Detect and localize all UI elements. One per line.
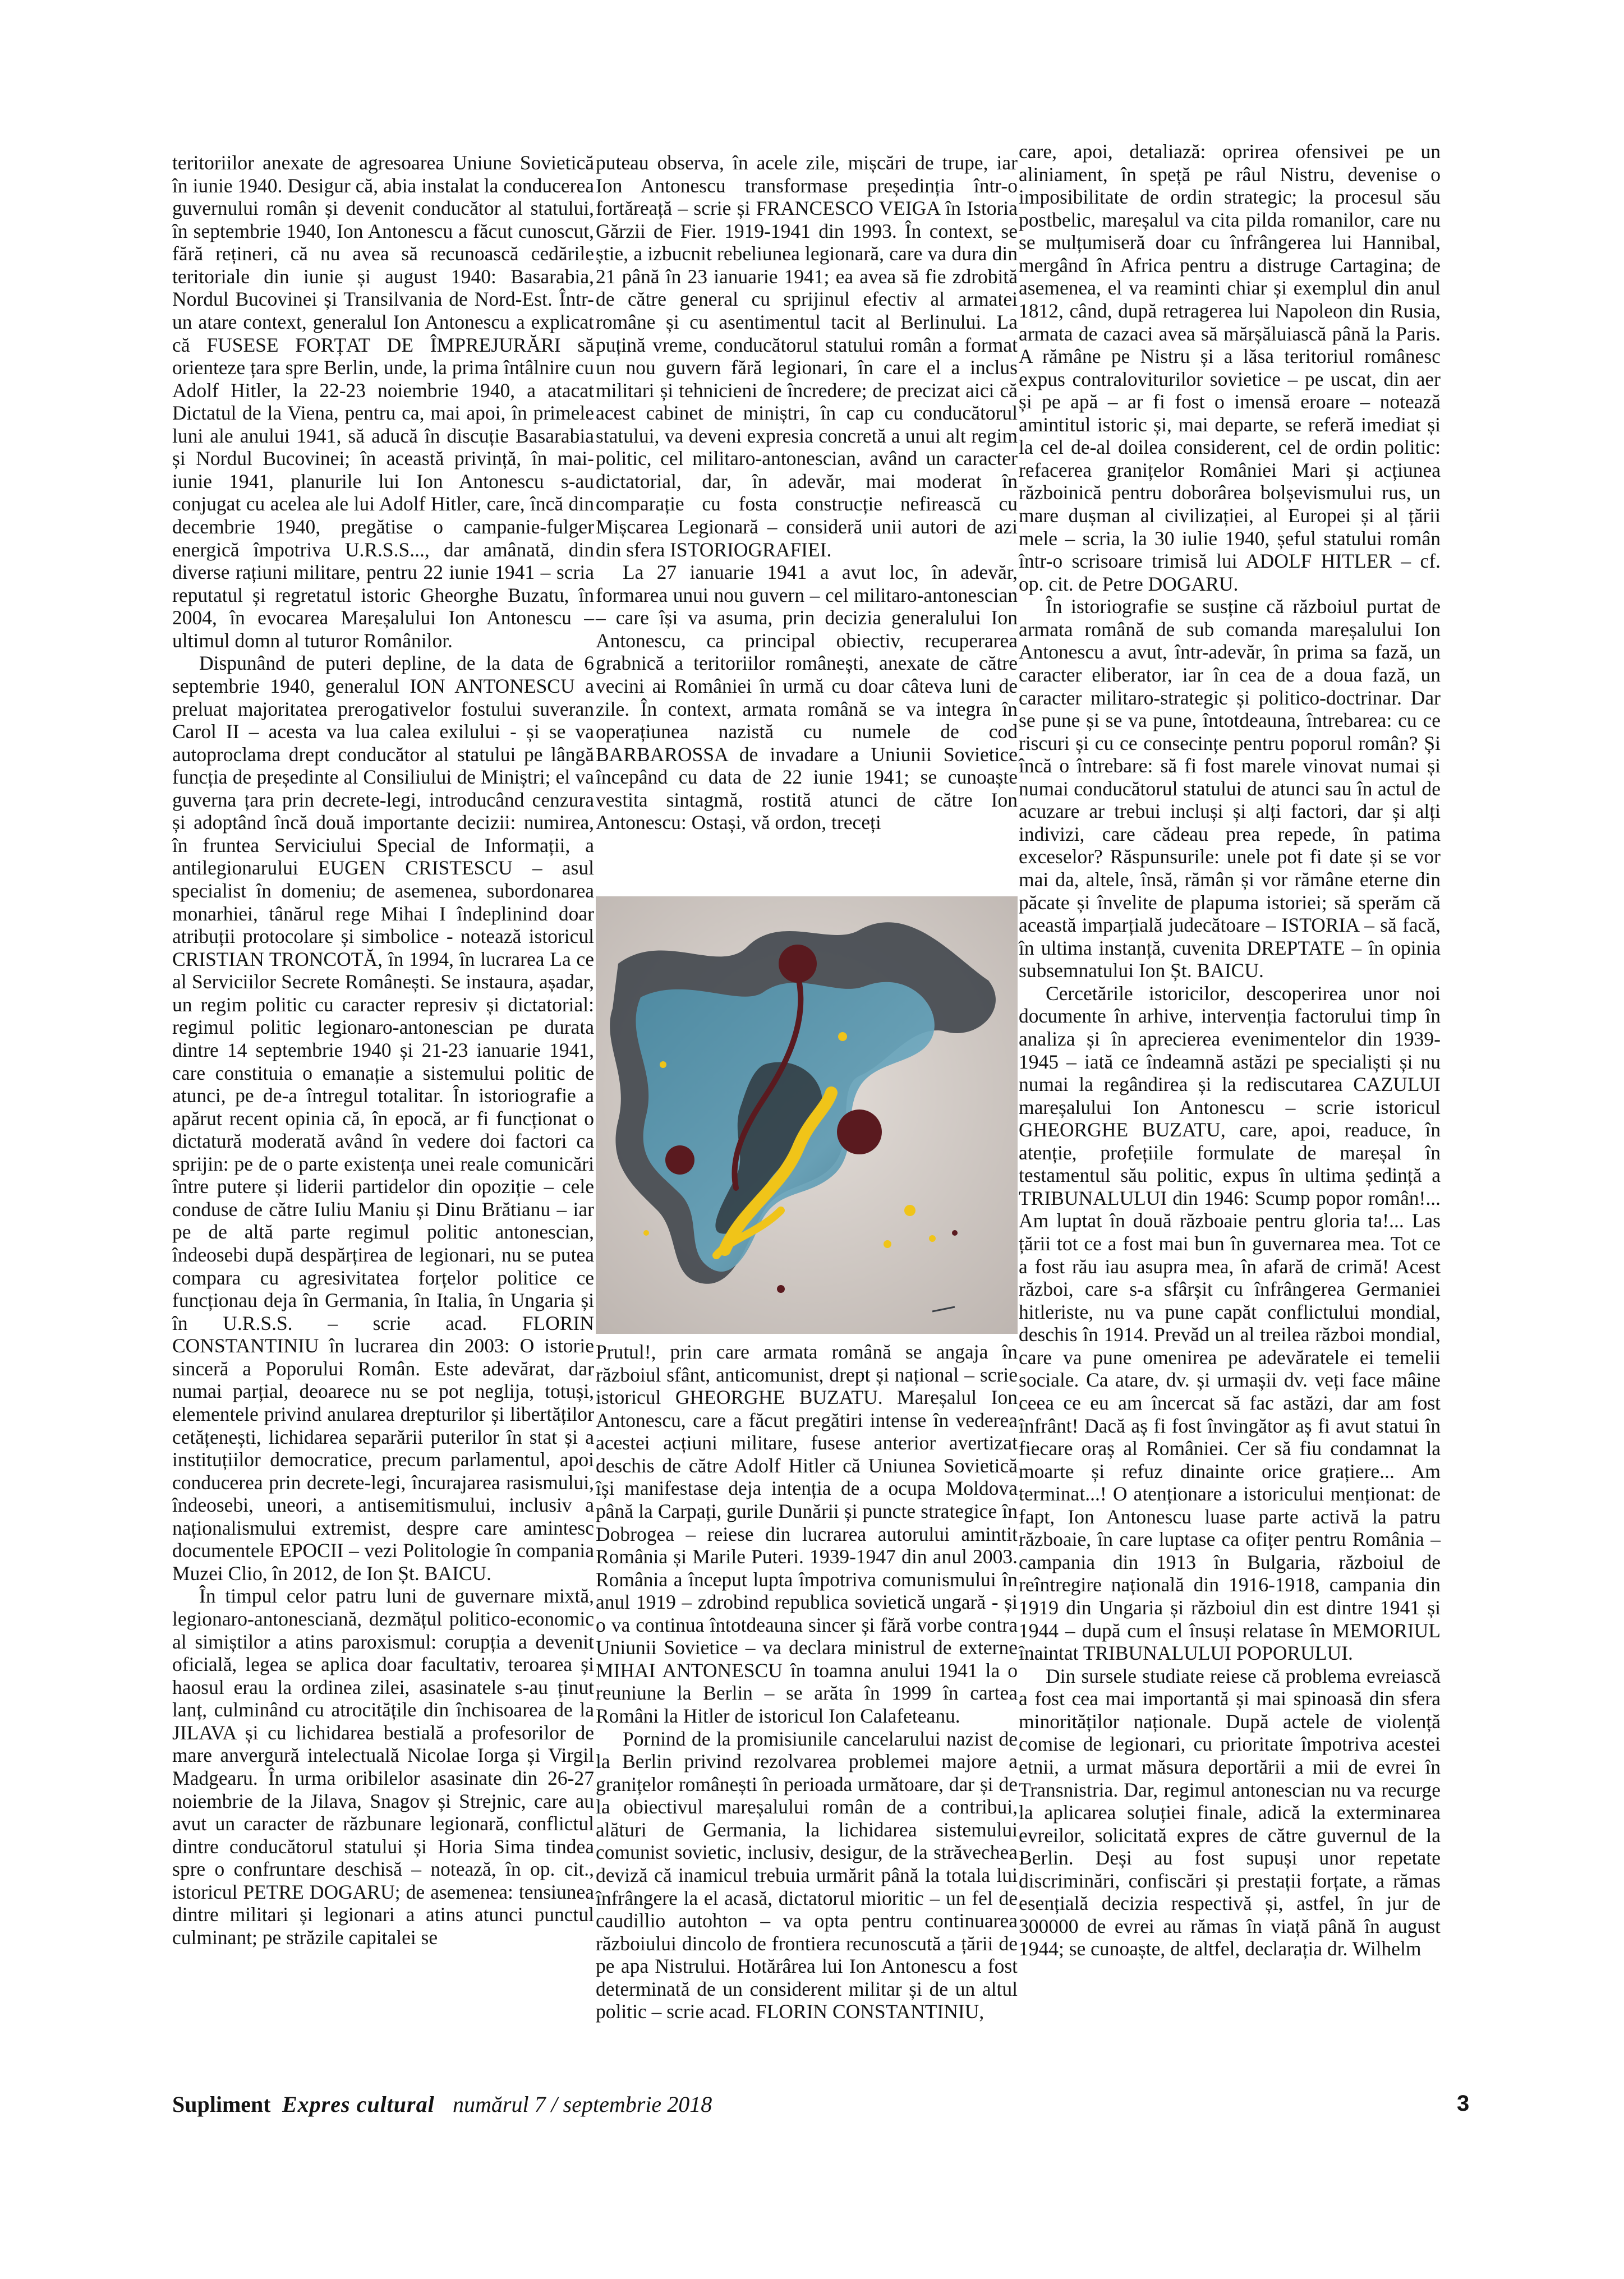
paragraph: Cercetările istoricilor, descoperirea unor noi documente în arhive, intervenția factorului timp în analiza și în aprecierea evenimentelor din 1939-1945 – iată ce îndeamnă astăzi pe specialiști și nu numai la regândirea și la rediscutarea CAZULUI mareșalului Ion Antonescu – scrie istoricul GHEORGHE BUZATU, care, apoi, readuce, în atenție, profețiile formulate de mareșal în testamentul său politic, expus în ultima ședință a TRIBUNALULUI din 1946: Scump popor român!... Am luptat în două războaie pentru gloria ta!... Las țării tot ce a fost mai bun în guvernarea mea. Tot ce a fost rău iau asupra mea, în afară de crimă! Acest război, care s-a sfârșit cu înfrângerea Germaniei hitleriste, nu va pune capăt conflictului mondial, deschis în 1914. Prevăd un al treilea război mondial, care va pune omenirea pe adevăratele ei temelii sociale. Ca atare, dv. și urmașii dv. veți face mâine ceea ce eu am încercat să fac astăzi, dar am fost înfrânt! Dacă aș fi fost învingător aș fi avut statui în fiecare oraș al României. Cer să fiu condamnat la moarte și refuz dinainte orice grațiere... Am terminat...! O atenționare a istoricului menționat: de fapt, Ion Antonescu luase parte activă la patru războaie, în care luptase ca ofițer pentru România – campania din 1913 în Bulgaria, războiul de reîntregire națională din 1916-1918, campania din 1919 din Ungaria și războiul din est dintre 1941 și 1944 – după cum el însuși relatase în MEMORIUL înaintat TRIBUNALULUI POPORULUI. [1019,982,1441,1665]
paragraph: care, apoi, detaliază: oprirea ofensivei pe un aliniament, în speță pe râul Nistru, devenise o imposibilitate de ordin strategic; la procesul său postbelic, mareșalul va cita pilda romanilor, care nu se mulțumiseră doar cu înfrângerea lui Hannibal, mergând în Africa pentru a distruge Cartagina; de asemenea, el va reaminti chiar și exemplul din anul 1812, când, după retragerea lui Napoleon din Rusia, armata de cazaci avea să mărșăluiască până la Paris. A rămâne pe Nistru și a lăsa teritoriul românesc expus contraloviturilor sovietice – pe uscat, din aer și pe apă – ar fi fost o imensă eroare – notează amintitul istoric și, mai departe, se referă imediat și la cel de-al doilea considerent, cel de ordin politic: refacerea granițelor României Mari și acțiunea războinică pentru doborârea bolșevismului rus, un mare dușman al civilizației, al Europei și al țării mele – scria, la 30 iulie 1940, șeful statului român într-o scrisoare trimisă lui ADOLF HITLER – cf. op. cit. de Petre DOGARU. [1019,140,1441,595]
column-2-top [596,151,1018,834]
paragraph: Prutul!, prin care armata română se angaja în războiul sfânt, anticomunist, drept și național – scrie istoricul GHEORGHE BUZATU. Mareșalul Ion Antonescu, care a făcut pregătiri intense în vederea acestei acțiuni militare, fusese anterior avertizat deschis de către Adolf Hitler că Uniunea Sovietică își manifestase deja intenția de a ocupa Moldova până la Carpați, gurile Dunării și puncte strategice în Dobrogea – reiese din lucrarea autorului amintit România și Marile Puteri. 1939-1947 din anul 2003. România a început lupta împotriva comunismului în anul 1919 – zdrobind republica sovietică ungară - și o va continua întotdeauna sincer și fără vorbe contra Uniunii Sovietice – va declara ministrul de externe MIHAI ANTONESCU în toamna anului 1941 la o reuniune la Berlin – se arăta în 1999 în cartea Români la Hitler de istoricul Ion Calafeteanu. [596,1341,1018,1727]
paragraph: puteau observa, în acele zile, mișcări de trupe, iar Ion Antonescu transformase președinția într-o fortăreață – scrie și FRANCESCO VEIGA în Istoria Gărzii de Fier. 1919-1941 din 1993. În context, se știe, a izbucnit rebeliunea legionară, care va dura din 21 până în 23 ianuarie 1941; ea avea să fie zdrobită de către general cu sprijinul efectiv al armatei române și cu asentimentul tacit al Berlinului. La puțină vreme, conducătorul statului român a format un nou guvern fără legionari, în care el a inclus militari și tehnicieni de încredere; de precizat aici că acest cabinet de miniștri, în cap cu conducătorul statului, va deveni expresia concretă a unui alt regim politic, cel militaro-antonescian, având un caracter dictatorial, dar, în adevăr, mai moderat în comparație cu fosta construcție nefirească cu Mișcarea Legionară – consideră unii autori de azi din sfera ISTORIOGRAFIEI. [596,151,1018,561]
supplement-label: Supliment [172,2092,271,2117]
paragraph: Din sursele studiate reiese că problema evreiască a fost cea mai importantă și mai spinoasă din sfera minorităților naționale. După actele de violență comise de legionari, cu prioritate împotriva acestei etnii, a urmat măsura deportării a mii de evrei în Transnistria. Dar, regimul antonescian nu va recurge la aplicarea soluției finale, adică la exterminarea evreilor, solicitată expres de către guvernul de la Berlin. Deși au fost supuși unor repetate discriminări, confiscări și prestații forțate, a rămas esențială decizia respectivă și, astfel, în jur de 300000 de evrei au rămas în viață până în august 1944; se cunoaște, de altfel, declarația dr. Wilhelm [1019,1664,1441,1960]
page-footer [172,2091,1470,2125]
paragraph: Pornind de la promisiunile cancelarului nazist de la Berlin privind rezolvarea problemei majore a granițelor românești în perioada următoare, dar și de la obiectivul mareșalului român de a contribui, alături de Germania, la lichidarea sistemului comunist sovietic, inclusiv, desigur, de la străvechea deviză că inamicul trebuia urmărit până la totala lui înfrângere la el acasă, dictatorul mioritic – un fel de caudillio autohton – va opta pentru continuarea războiului dincolo de frontiera recunoscută a țării de pe apa Nistrului. Hotărârea lui Ion Antonescu a fost determinată de un considerent militar și de un altul politic – scrie acad. FLORIN CONSTANTINIU, [596,1727,1018,2023]
column-2-bottom [596,1341,1018,2023]
paragraph: Dispunând de puteri depline, de la data de 6 septembrie 1940, generalul ION ANTONESCU a preluat majoritatea prerogativelor fostului suveran Carol II – acesta va lua calea exilului - și se va autoproclama drept conducător al statului pe lângă funcția de președinte al Consiliului de Miniștri; el va guverna țara prin decrete-legi, introducând cenzura și adoptând încă două importante decizii: numirea, în fruntea Serviciului Special de Informații, a antilegionarului EUGEN CRISTESCU – asul specialist în domeniu; de asemenea, subordonarea monarhiei, tânărul rege Mihai I îndeplinind doar atribuții protocolare și simbolice - notează istoricul CRISTIAN TRONCOTĂ, în 1994, în lucrarea La ce al Serviciilor Secrete Românești. Se instaura, așadar, un regim politic cu caracter represiv și dictatorial: regimul politic legionaro-antonescian pe durata dintre 14 septembrie 1940 și 21-23 ianuarie 1941, care constituia o emanație a sistemului politic de atunci, pe de-a întregul totalitar. În istoriografie a apărut recent opinia că, în epocă, ar fi funcționat o dictatură moderată având în vedere doi factori ca sprijin: pe de o parte existența unei reale comunicări între putere și liderii partidelor din opoziție – cele conduse de către Iuliu Maniu și Dinu Brătianu – iar pe de altă parte regimul politic antonescian, îndeosebi după despărțirea de legionari, nu se putea compara cu agresivitatea forțelor politice ce funcționau deja în Germania, în Italia, în Ungaria și în U.R.S.S. – scrie acad. FLORIN CONSTANTINIU în lucrarea din 2003: O istorie sinceră a Poporului Român. Este adevărat, dar numai parțial, deoarece nu se pot neglija, totuși, elementele privind anularea drepturilor și libertăților cetățenești, lichidarea separării puterilor în stat și a instituțiilor democratice, precum parlamentul, apoi conducerea prin decrete-legi, încurajarea rasismului, îndeosebi, uneori, a antisemitismului, inclusiv a naționalismului extremist, despre care amintesc documentele EPOCII – vezi Politologie în compania Muzei Clio, în 2012, de Ion Șt. BAICU. [172,652,594,1585]
paragraph: La 27 ianuarie 1941 a avut loc, în adevăr, formarea unui nou guvern – cel militaro-antonescian – care își va asuma, prin decizia generalului Ion Antonescu, ca principal obiectiv, recuperarea grabnică a teritoriilor românești, anexate de către vecini ai României în urmă cu doar câteva luni de zile. În context, armata română se va integra în operațiunea nazistă cu numele de cod BARBAROSSA de invadare a Uniunii Sovietice începând cu data de 22 iunie 1941; se cunoaște vestita sintagmă, rostită atunci de către Ion Antonescu: Ostași, vă ordon, treceți [596,561,1018,834]
abstract-painting-image [596,896,1018,1334]
paragraph: În timpul celor patru luni de guvernare mixtă, legionaro-antonesciană, dezmățul politico-economic al simiștilor a atins paroxismul: corupția a devenit oficială, legea se aplica doar facultativ, teroarea și haosul erau la ordinea zilei, asasinatele s-au ținut lanț, culminând cu atrocitățile din închisoarea de la JILAVA și cu lichidarea bestială a profesorilor de mare anvergură intelectuală Nicolae Iorga și Virgil Madgearu. În urma oribilelor asasinate din 26-27 noiembrie de la Jilava, Snagov și Strejnic, care au avut un caracter de răzbunare legionară, conflictul dintre conducătorul statului și Horia Sima tindea spre o confruntare deschisă – notează, în op. cit., istoricul PETRE DOGARU; de asemenea: tensiunea dintre militari și legionari a atins atunci punctul culminant; pe străzile capitalei se [172,1585,594,1949]
paragraph: În istoriografie se susține că războiul purtat de armata română de sub comanda mareșalului Ion Antonescu a avut, într-adevăr, în prima sa fază, un caracter eliberator, iar în cea de a doua fază, un caracter militaro-strategic și politico-doctrinar. Dar se pune și se va pune, întotdeauna, întrebarea: cu ce riscuri și cu ce consecințe pentru poporul român? Și încă o întrebare: să fi fost marele vinovat numai și numai conducătorul statului de atunci sau în actul de acuzare ar trebui incluși și alți factori, dar și alți indivizi, care cădeau prea repede, în patima exceselor? Răspunsurile: unele pot fi date și se vor mai da, altele, însă, rămân și vor rămâne eterne din păcate și învelite de plapuma istoriei; să sperăm că această imparțială judecătoare – ISTORIA – să facă, în ultima instanță, cuvenita DREPTATE – în opinia subsemnatului Ion Șt. BAICU. [1019,595,1441,982]
column-3 [1019,140,1441,1960]
column-1 [172,151,594,1949]
paragraph: teritoriilor anexate de agresoarea Uniune Sovietică în iunie 1940. Desigur că, abia instalat la conducerea guvernului român și devenit conducător al statului, în septembrie 1940, Ion Antonescu a făcut cunoscut, fără rețineri, că nu avea să recunoască cedările teritoriale din iunie și august 1940: Basarabia, Nordul Bucovinei și Transilvania de Nord-Est. Într-un atare context, generalul Ion Antonescu a explicat că FUSESE FORȚAT DE ÎMPREJURĂRI să orienteze țara spre Berlin, unde, la prima întâlnire cu Adolf Hitler, la 22-23 noiembrie 1940, a atacat Dictatul de la Viena, pentru ca, mai apoi, în primele luni ale anului 1941, să aducă în discuție Basarabia și Nordul Bucovinei; în această privință, în mai-iunie 1941, planurile lui Ion Antonescu s-au conjugat cu acelea ale lui Adolf Hitler, care, încă din decembrie 1940, pregătise o campanie-fulger energică împotriva U.R.S.S..., dar amânată, din diverse rațiuni militare, pentru 22 iunie 1941 – scria reputatul și regretatul istoric Gheorghe Buzatu, în 2004, în evocarea Mareșalului Ion Antonescu – ultimul domn al tuturor Românilor. [172,151,594,652]
magazine-title: Expres cultural [282,2092,435,2117]
issue-label: numărul 7 / septembrie 2018 [453,2092,712,2117]
page-number: 3 [1457,2091,1470,2116]
